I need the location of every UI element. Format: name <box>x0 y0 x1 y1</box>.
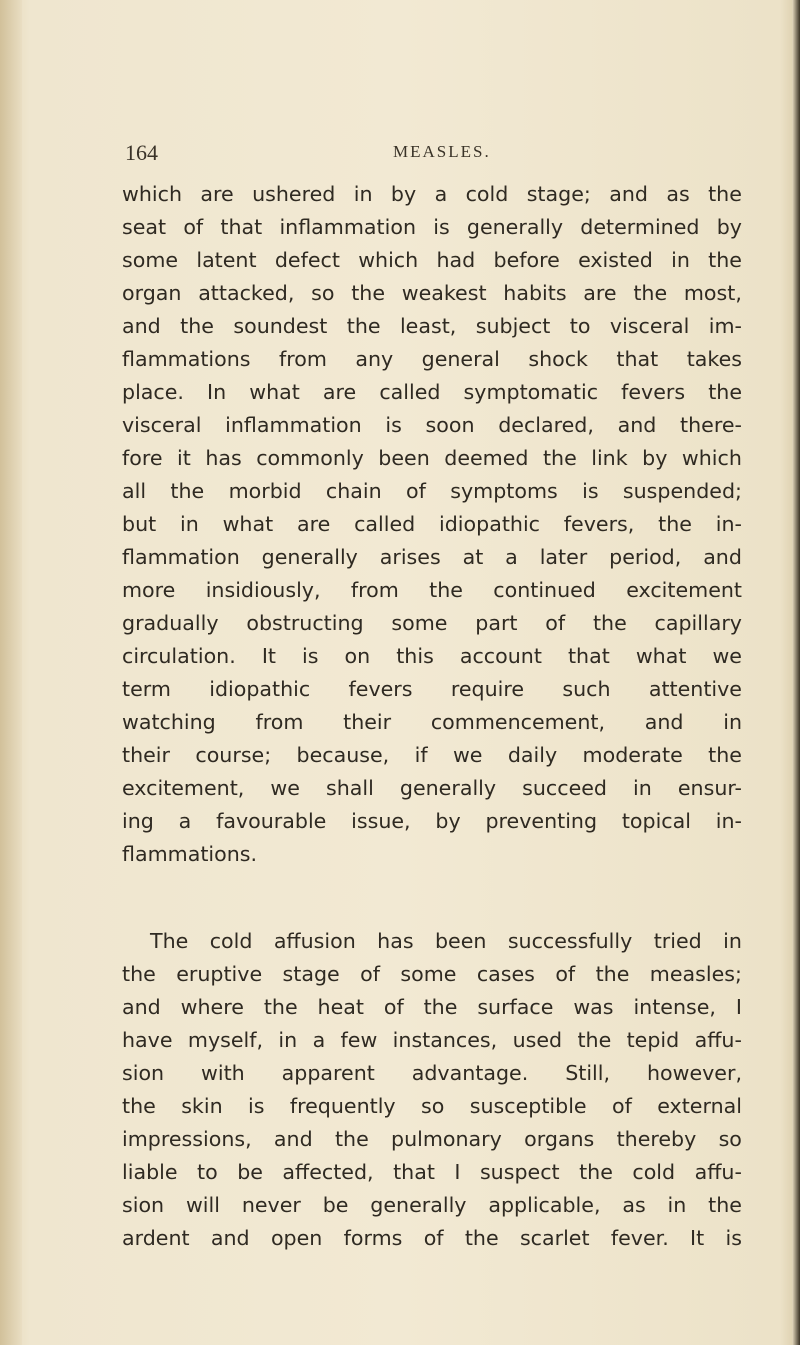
text-line: circulation. It is on this account that what we <box>122 644 742 668</box>
text-line: which are ushered in by a cold stage; and as the <box>122 182 742 206</box>
text-line: and the soundest the least, subject to visceral im- <box>122 314 742 338</box>
text-line: their course; because, if we daily moderate the <box>122 743 742 767</box>
paragraph-1 <box>122 178 742 871</box>
text-line: but in what are called idiopathic fevers, the in- <box>122 512 742 536</box>
text-line: seat of that inflammation is generally determined by <box>122 215 742 239</box>
page-right-edge <box>792 0 800 1345</box>
text-line: flammations from any general shock that takes <box>122 347 742 371</box>
page-header <box>125 140 725 170</box>
paragraph-2 <box>122 925 742 1255</box>
text-line: watching from their commencement, and in <box>122 710 742 734</box>
text-line: visceral inflammation is soon declared, and there- <box>122 413 742 437</box>
text-line: term idiopathic fevers require such attentive <box>122 677 742 701</box>
text-line: sion with apparent advantage. Still, however, <box>122 1061 742 1085</box>
text-line: impressions, and the pulmonary organs thereby so <box>122 1127 742 1151</box>
text-line: flammations. <box>122 842 258 866</box>
paragraph-gap <box>122 871 742 925</box>
text-line: flammation generally arises at a later period, and <box>122 545 742 569</box>
text-line: excitement, we shall generally succeed in ensur- <box>122 776 742 800</box>
text-line: the eruptive stage of some cases of the measles; <box>122 962 742 986</box>
text-line: place. In what are called symptomatic fevers the <box>122 380 742 404</box>
running-head: MEASLES. <box>393 142 491 161</box>
text-line: fore it has commonly been deemed the link by which <box>122 446 742 470</box>
text-line: and where the heat of the surface was intense, I <box>122 995 742 1019</box>
text-line: ing a favourable issue, by preventing topical in- <box>122 809 742 833</box>
body-text <box>122 178 742 1255</box>
text-line: some latent defect which had before existed in the <box>122 248 742 272</box>
text-line: sion will never be generally applicable, as in the <box>122 1193 742 1217</box>
text-line: The cold affusion has been successfully tried in <box>150 929 742 953</box>
text-line: have myself, in a few instances, used the tepid affu- <box>122 1028 742 1052</box>
text-line: all the morbid chain of symptoms is suspended; <box>122 479 742 503</box>
text-line: gradually obstructing some part of the capillary <box>122 611 742 635</box>
text-line: ardent and open forms of the scarlet fever. It is <box>122 1226 742 1250</box>
text-line: more insidiously, from the continued excitement <box>122 578 742 602</box>
text-line: liable to be affected, that I suspect the cold affu- <box>122 1160 742 1184</box>
text-line: organ attacked, so the weakest habits are the most, <box>122 281 742 305</box>
page-binding-edge <box>0 0 22 1345</box>
page-number: 164 <box>125 140 158 165</box>
text-line: the skin is frequently so susceptible of external <box>122 1094 742 1118</box>
